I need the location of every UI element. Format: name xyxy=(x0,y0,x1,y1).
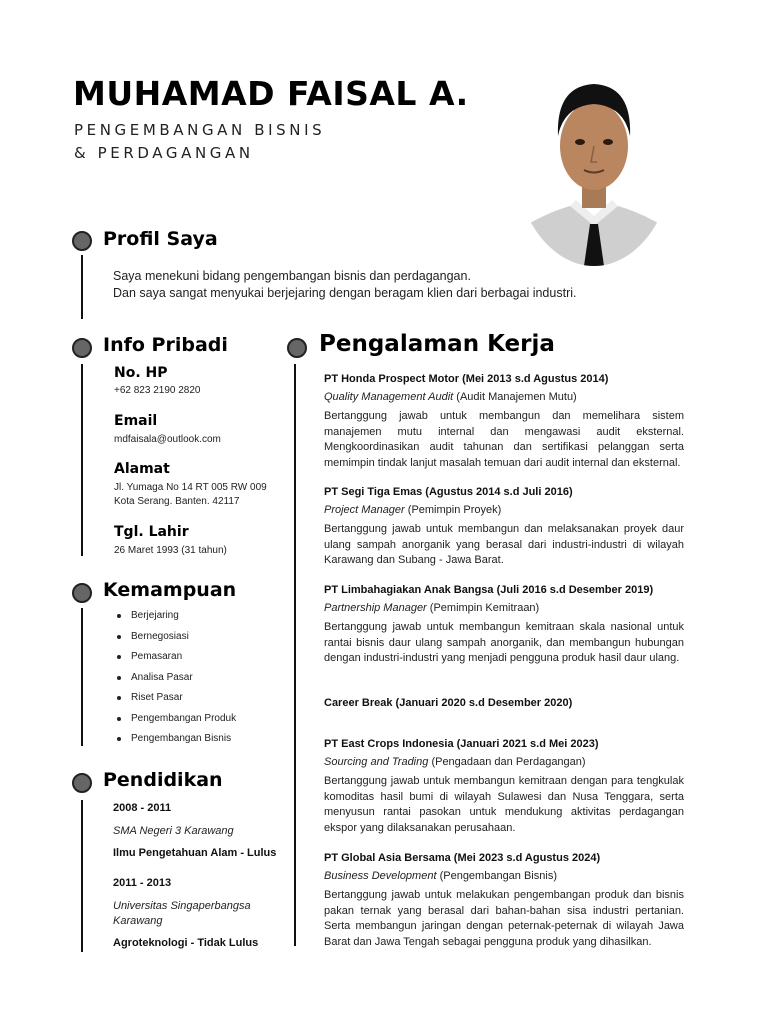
job-role-en: Business Development xyxy=(324,870,437,882)
education-years: 2008 - 2011 xyxy=(113,802,172,814)
job-company: PT Limbahagiakan Anak Bangsa (Juli 2016 s.d Desember 2019) xyxy=(324,584,654,596)
birth-value: 26 Maret 1993 (31 tahun) xyxy=(114,545,227,556)
experience-section-bullet xyxy=(287,338,307,358)
profile-summary-line2: Dan saya sangat menyukai berjejaring dengan beragam klien dari berbagai industri. xyxy=(113,286,577,300)
phone-value: +62 823 2190 2820 xyxy=(114,385,201,396)
info-section-title: Info Pribadi xyxy=(103,334,228,356)
skills-divider-line xyxy=(81,608,83,746)
skills-section-bullet xyxy=(72,583,92,603)
job-company: PT Segi Tiga Emas (Agustus 2014 s.d Juli 2016) xyxy=(324,486,573,498)
profile-summary-line1: Saya menekuni bidang pengembangan bisnis dan perdagangan. xyxy=(113,269,471,283)
job-title-line1: PENGEMBANGAN BISNIS xyxy=(74,121,326,139)
profile-section-title: Profil Saya xyxy=(103,228,218,250)
info-section-bullet xyxy=(72,338,92,358)
profile-divider-line xyxy=(81,255,83,319)
job-entry xyxy=(324,738,684,836)
skill-item: Pemasaran xyxy=(117,649,236,670)
job-company: PT Global Asia Bersama (Mei 2023 s.d Agustus 2024) xyxy=(324,852,601,864)
job-role xyxy=(324,504,684,516)
education-years: 2011 - 2013 xyxy=(113,877,172,889)
job-title-line2: & PERDAGANGAN xyxy=(74,144,254,162)
skill-item: Bernegosiasi xyxy=(117,629,236,650)
job-role-id: (Audit Manajemen Mutu) xyxy=(456,391,577,403)
education-school: Universitas Singaperbangsa Karawang xyxy=(113,900,251,927)
address-label: Alamat xyxy=(114,461,170,477)
education-school: SMA Negeri 3 Karawang xyxy=(113,825,234,837)
job-role-en: Quality Management Audit xyxy=(324,391,454,403)
skill-item: Pengembangan Bisnis xyxy=(117,731,236,752)
job-company: PT Honda Prospect Motor (Mei 2013 s.d Agustus 2014) xyxy=(324,373,609,385)
skills-list xyxy=(117,608,236,752)
phone-label: No. HP xyxy=(114,365,168,381)
job-role xyxy=(324,870,684,882)
experience-section-title: Pengalaman Kerja xyxy=(319,331,555,357)
job-entry xyxy=(324,373,684,471)
job-role-id: (Pemimpin Proyek) xyxy=(407,504,502,516)
skill-item: Analisa Pasar xyxy=(117,670,236,691)
job-description: Bertanggung jawab untuk membangun kemitraan dengan para tengkulak komoditas hasil bumi di wilayah Sulawesi dan Nusa Tenggara, serta menyusun rantai pasokan untuk mendukung aktivitas perdagangan ekspor yang dilaksanakan perusahaan. xyxy=(324,775,684,834)
education-major: Ilmu Pengetahuan Alam - Lulus xyxy=(113,847,277,859)
education-section-bullet xyxy=(72,773,92,793)
job-description: Bertanggung jawab untuk melakukan pengembangan produk dan bisnis pakan ternak yang berasal dari bahan-bahan sisa industri pertanian. Serta membangun jaringan dengan peternak-peternak di wilayah Jawa Barat dan Jawa Tengah sebagai pengguna produk yang dihasilkan. xyxy=(324,889,684,948)
job-description: Bertanggung jawab untuk membangun dan memelihara sistem manajemen mutu internal dan mengawasi audit eksternal. Mengkoordinasikan audit tahunan dan sertifikasi pelanggan serta memimpin tindak lanjut masalah temuan dari audit internal dan eksternal. xyxy=(324,410,684,469)
job-role xyxy=(324,602,684,614)
education-section-title: Pendidikan xyxy=(103,769,223,791)
job-role xyxy=(324,391,684,403)
job-role-id: (Pemimpin Kemitraan) xyxy=(429,602,540,614)
job-description: Bertanggung jawab untuk membangun kemitraan skala nasional untuk rantai bisnis daur ulang sampah anorganik, dan membangun hubungan dengan industri-industri yang menjadi pengguna produk hasil daur ulang. xyxy=(324,621,684,664)
job-company: PT East Crops Indonesia (Januari 2021 s.d Mei 2023) xyxy=(324,738,599,750)
skill-item: Riset Pasar xyxy=(117,690,236,711)
job-role-en: Sourcing and Trading xyxy=(324,756,429,768)
profile-section-bullet xyxy=(72,231,92,251)
job-role-en: Project Manager xyxy=(324,504,405,516)
job-entry xyxy=(324,584,684,667)
email-label: Email xyxy=(114,413,158,429)
skills-section-title: Kemampuan xyxy=(103,579,237,601)
info-divider-line xyxy=(81,364,83,556)
education-major: Agroteknologi - Tidak Lulus xyxy=(113,937,259,949)
experience-divider-line xyxy=(294,364,296,946)
profile-photo xyxy=(512,66,676,266)
email-value: mdfaisala@outlook.com xyxy=(114,434,221,445)
job-description: Bertanggung jawab untuk membangun dan melaksanakan proyek daur ulang sampah anorganik yang berasal dari industri-industri di wilayah Karawang dan Subang - Jawa Barat. xyxy=(324,523,684,566)
career-break-entry xyxy=(324,697,684,709)
education-divider-line xyxy=(81,800,83,952)
job-entry xyxy=(324,486,684,569)
job-role-id: (Pengadaan dan Perdagangan) xyxy=(431,756,586,768)
career-break-title: Career Break (Januari 2020 s.d Desember 2020) xyxy=(324,697,573,709)
job-entry xyxy=(324,852,684,950)
birth-label: Tgl. Lahir xyxy=(114,524,189,540)
job-role xyxy=(324,756,684,768)
job-role-en: Partnership Manager xyxy=(324,602,427,614)
skill-item: Pengembangan Produk xyxy=(117,711,236,732)
skill-item: Berjejaring xyxy=(117,608,236,629)
job-role-id: (Pengembangan Bisnis) xyxy=(439,870,557,882)
address-line1: Jl. Yumaga No 14 RT 005 RW 009 xyxy=(114,482,267,493)
resume-name: MUHAMAD FAISAL A. xyxy=(73,74,469,113)
profile-summary xyxy=(113,268,673,302)
address-line2: Kota Serang. Banten. 42117 xyxy=(114,496,240,507)
